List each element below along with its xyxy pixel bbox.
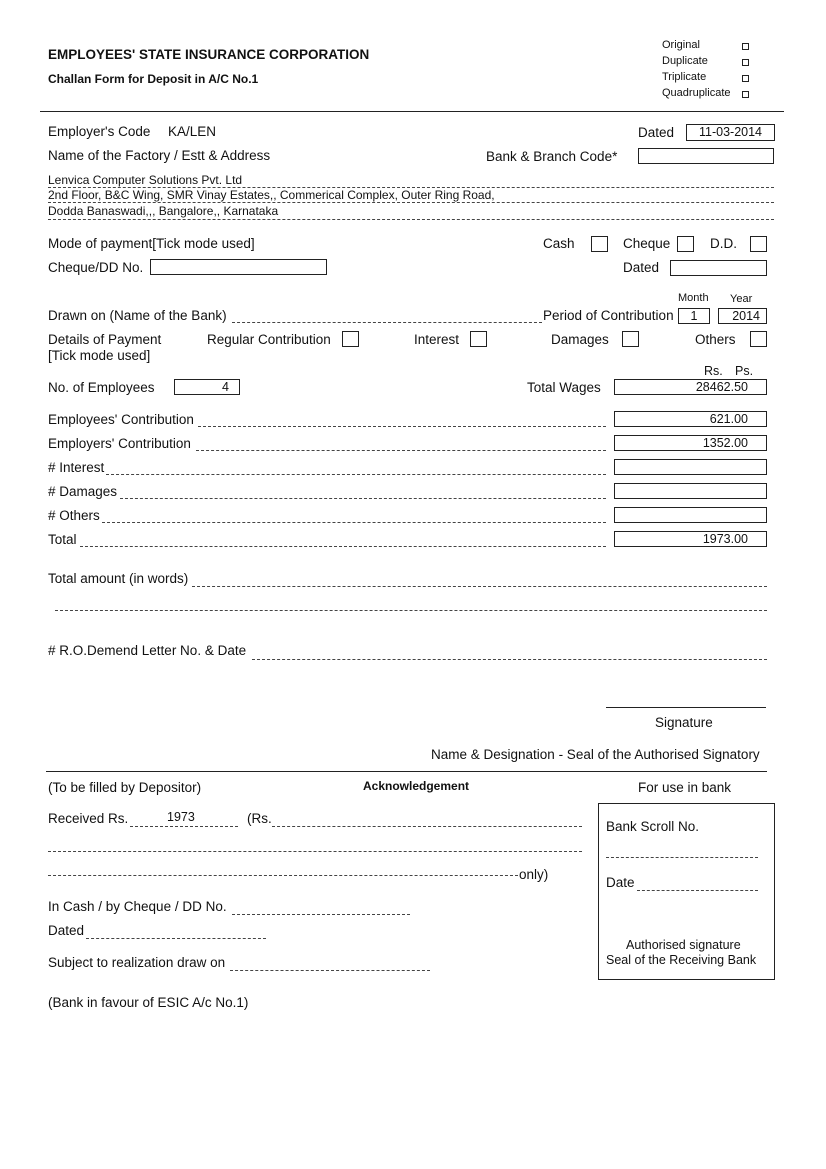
no-of-employees-label: No. of Employees <box>48 380 155 395</box>
amount-row-leader <box>80 546 606 547</box>
regular-contribution-label: Regular Contribution <box>207 332 331 347</box>
year-label: Year <box>730 293 753 305</box>
factory-name-label: Name of the Factory / Estt & Address <box>48 148 271 163</box>
rs-words-open: (Rs. <box>247 811 272 826</box>
bank-scroll-no-label: Bank Scroll No. <box>606 819 700 834</box>
ps-label: Ps. <box>735 364 754 378</box>
address-line-2: 2nd Floor, B&C Wing, SMR Vinay Estates,, Commerical Complex, Outer Ring Road, <box>48 188 495 202</box>
amount-row-leader <box>106 474 606 475</box>
interest-checkbox[interactable] <box>470 331 487 347</box>
total-amount-words-label: Total amount (in words) <box>48 571 189 586</box>
signature-label: Signature <box>655 715 713 730</box>
year-field[interactable]: 2014 <box>718 308 767 324</box>
cheque-dated-field[interactable] <box>670 260 767 276</box>
ack-dated-field[interactable] <box>86 938 266 939</box>
mode-of-payment-label: Mode of payment[Tick mode used] <box>48 236 255 251</box>
damages-label: Damages <box>551 332 609 347</box>
cash-cheque-dd-label: In Cash / by Cheque / DD No. <box>48 899 227 914</box>
period-of-contribution-label: Period of Contribution <box>543 308 674 323</box>
cheque-dated-label: Dated <box>623 260 660 275</box>
damages-checkbox[interactable] <box>622 331 639 347</box>
received-rs-label: Received Rs. <box>48 811 129 826</box>
amount-row-leader <box>196 450 606 451</box>
interest-label: Interest <box>414 332 460 347</box>
address-line-1: Lenvica Computer Solutions Pvt. Ltd <box>48 173 243 187</box>
rs-label: Rs. <box>704 364 723 378</box>
ro-demand-letter-label: # R.O.Demend Letter No. & Date <box>48 643 247 658</box>
total-amount-words-field[interactable] <box>192 586 767 587</box>
amount-row-field[interactable]: 1352.00 <box>614 435 767 451</box>
month-label: Month <box>678 292 709 304</box>
received-rs-underline <box>130 826 238 827</box>
amount-row-leader <box>120 498 606 499</box>
bank-date-label: Date <box>606 875 635 890</box>
dd-label: D.D. <box>710 236 737 251</box>
address-line-3: Dodda Banaswadi,,, Bangalore,, Karnataka <box>48 204 279 218</box>
ack-dated-label: Dated <box>48 923 85 938</box>
total-wages-label: Total Wages <box>527 380 601 395</box>
authorised-signature-label: Authorised signature <box>626 938 741 952</box>
copy-duplicate-label: Duplicate <box>662 55 708 67</box>
copy-original-label: Original <box>662 39 700 51</box>
amount-row-field[interactable]: 621.00 <box>614 411 767 427</box>
details-of-payment-label: Details of Payment <box>48 332 162 347</box>
drawn-on-field[interactable] <box>232 322 542 323</box>
drawn-on-label: Drawn on (Name of the Bank) <box>48 308 227 323</box>
amount-row-leader <box>198 426 606 427</box>
cash-cheque-dd-field[interactable] <box>232 914 410 915</box>
dated-field[interactable]: 11-03-2014 <box>686 124 775 141</box>
bank-branch-code-label: Bank & Branch Code* <box>486 149 618 164</box>
amount-row-field[interactable] <box>614 507 767 523</box>
amount-row-field[interactable] <box>614 459 767 475</box>
cheque-label: Cheque <box>623 236 671 251</box>
rs-words-field-2[interactable] <box>48 851 582 852</box>
bank-scroll-no-field[interactable] <box>606 857 758 858</box>
authorised-signatory-label: Name & Designation - Seal of the Authorised Signatory <box>431 747 760 762</box>
copy-duplicate-checkbox[interactable] <box>742 59 749 66</box>
ro-demand-letter-field[interactable] <box>252 659 767 660</box>
cash-label: Cash <box>543 236 575 251</box>
regular-contribution-checkbox[interactable] <box>342 331 359 347</box>
amount-row-label: # Others <box>48 508 100 523</box>
copy-quadruplicate-label: Quadruplicate <box>662 87 731 99</box>
bank-date-field[interactable] <box>637 890 758 891</box>
receiving-bank-seal-label: Seal of the Receiving Bank <box>606 953 757 967</box>
cheque-dd-no-field[interactable] <box>150 259 327 275</box>
dated-label: Dated <box>638 125 675 140</box>
amount-row-field[interactable]: 1973.00 <box>614 531 767 547</box>
only-label: only) <box>519 867 549 882</box>
signature-line <box>606 707 766 708</box>
month-field[interactable]: 1 <box>678 308 710 324</box>
copy-original-checkbox[interactable] <box>742 43 749 50</box>
cash-checkbox[interactable] <box>591 236 608 252</box>
dd-checkbox[interactable] <box>750 236 767 252</box>
cheque-checkbox[interactable] <box>677 236 694 252</box>
org-title: EMPLOYEES' STATE INSURANCE CORPORATION <box>48 47 370 62</box>
others-label: Others <box>695 332 736 347</box>
amount-row-leader <box>102 522 606 523</box>
total-wages-field[interactable]: 28462.50 <box>614 379 767 395</box>
no-of-employees-field[interactable]: 4 <box>174 379 240 395</box>
rs-words-field-3[interactable] <box>48 875 518 876</box>
esic-favour-label: (Bank in favour of ESIC A/c No.1) <box>48 995 249 1010</box>
acknowledgement-title: Acknowledgement <box>363 779 470 793</box>
cheque-dd-no-label: Cheque/DD No. <box>48 260 144 275</box>
amount-row-label: Employers' Contribution <box>48 436 191 451</box>
form-subtitle: Challan Form for Deposit in A/C No.1 <box>48 72 259 86</box>
total-amount-words-field-2[interactable] <box>55 610 767 611</box>
amount-row-label: # Interest <box>48 460 105 475</box>
copy-triplicate-checkbox[interactable] <box>742 75 749 82</box>
amount-row-label: Total <box>48 532 77 547</box>
others-checkbox[interactable] <box>750 331 767 347</box>
copy-quadruplicate-checkbox[interactable] <box>742 91 749 98</box>
address-underline-2 <box>48 202 774 203</box>
copy-triplicate-label: Triplicate <box>662 71 707 83</box>
received-rs-value: 1973 <box>167 810 195 824</box>
rs-words-field[interactable] <box>272 826 582 827</box>
header-divider <box>40 111 784 112</box>
employer-code-label: Employer's Code <box>48 124 151 139</box>
for-use-in-bank-label: For use in bank <box>638 780 732 795</box>
employer-code-value: KA/LEN <box>168 124 217 139</box>
depositor-label: (To be filled by Depositor) <box>48 780 202 795</box>
acknowledgement-divider <box>46 771 767 772</box>
tick-mode-label: [Tick mode used] <box>48 348 151 363</box>
realization-draw-on-label: Subject to realization draw on <box>48 955 226 970</box>
bank-branch-code-field[interactable] <box>638 148 774 164</box>
amount-row-label: # Damages <box>48 484 118 499</box>
amount-row-label: Employees' Contribution <box>48 412 194 427</box>
realization-draw-on-field[interactable] <box>230 970 430 971</box>
address-underline-3 <box>48 219 774 220</box>
amount-row-field[interactable] <box>614 483 767 499</box>
